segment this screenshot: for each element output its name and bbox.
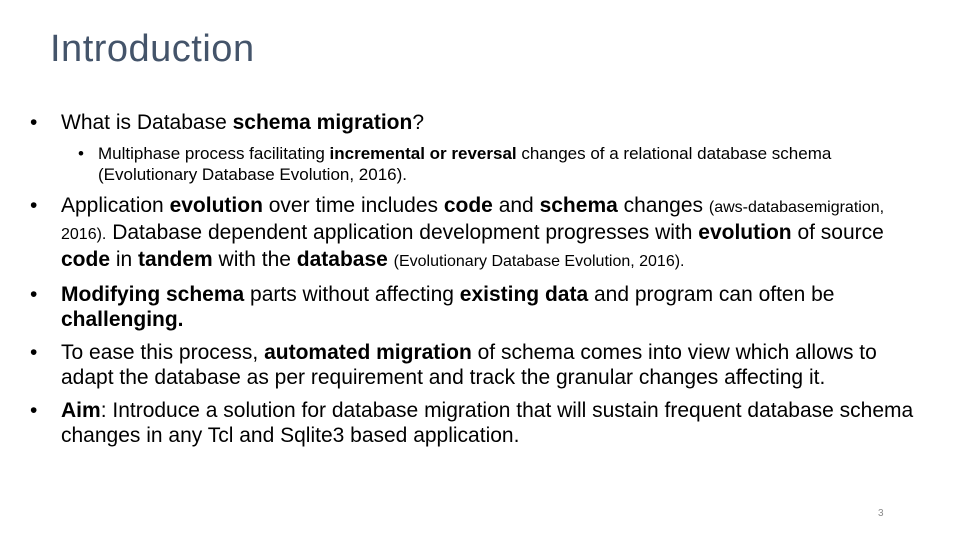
bullet-text: : Introduce a solution for database migration that will sustain frequent database schema changes in any Tcl and Sqlite3 based application. <box>61 399 914 447</box>
bullet-bold-text: code <box>61 248 111 271</box>
bullet-text: in <box>110 248 139 271</box>
bullet-text: of source <box>791 221 884 244</box>
citation-text: (aws-databasemigration, 2016). <box>61 199 885 243</box>
bullet-modifying-schema <box>28 282 923 332</box>
bullet-schema-migration <box>28 110 923 135</box>
slide-content <box>28 110 923 456</box>
bullet-bold-text: Modifying schema <box>61 283 245 306</box>
bullet-text: Database dependent application development progresses with <box>106 221 699 244</box>
bullet-marker: • <box>30 283 38 306</box>
citation-text: (Evolutionary Database Evolution, 2016). <box>393 253 685 270</box>
bullet-bold-text: schema <box>539 194 618 217</box>
bullet-text: of schema comes into view which allows to adapt the database as per requirement and track the granular changes affecting it. <box>61 341 877 389</box>
bullet-aim <box>28 398 923 448</box>
bullet-bold-text: database <box>296 248 388 271</box>
page-number: 3 <box>878 508 884 519</box>
bullet-bold-text: tandem <box>138 248 213 271</box>
bullet-bold-text: challenging. <box>61 308 184 331</box>
bullet-marker: • <box>30 194 38 217</box>
sub-bullet-definition <box>28 143 923 185</box>
bullet-bold-text: evolution <box>698 221 792 244</box>
bullet-text: Multiphase process facilitating <box>98 144 330 163</box>
bullet-marker: • <box>30 341 38 364</box>
bullet-text: changes of a relational database schema (Evolutionary Database Evolution, 2016). <box>98 144 832 184</box>
bullet-text: What is Database <box>61 111 233 134</box>
sub-bullet-marker: • <box>78 144 84 163</box>
bullet-automated-migration <box>28 340 923 390</box>
bullet-bold-text: evolution <box>169 194 263 217</box>
bullet-bold-text: schema migration <box>232 111 413 134</box>
bullet-text: ? <box>412 111 425 134</box>
bullet-text: and program can often be <box>588 283 835 306</box>
bullet-text: To ease this process, <box>61 341 265 364</box>
bullet-application-evolution <box>28 193 923 274</box>
bullet-text: parts without affecting <box>244 283 460 306</box>
bullet-text: with the <box>212 248 297 271</box>
bullet-text: and <box>492 194 540 217</box>
bullet-text: Application <box>61 194 170 217</box>
bullet-marker: • <box>30 111 38 134</box>
bullet-bold-text: code <box>443 194 493 217</box>
bullet-text: changes <box>617 194 709 217</box>
bullet-text: over time includes <box>262 194 444 217</box>
bullet-bold-text: incremental or reversal <box>329 144 517 163</box>
bullet-marker: • <box>30 399 38 422</box>
slide-title: Introduction <box>50 28 255 70</box>
bullet-bold-text: existing data <box>459 283 589 306</box>
bullet-bold-text: automated migration <box>264 341 472 364</box>
bullet-bold-text: Aim <box>61 399 101 422</box>
